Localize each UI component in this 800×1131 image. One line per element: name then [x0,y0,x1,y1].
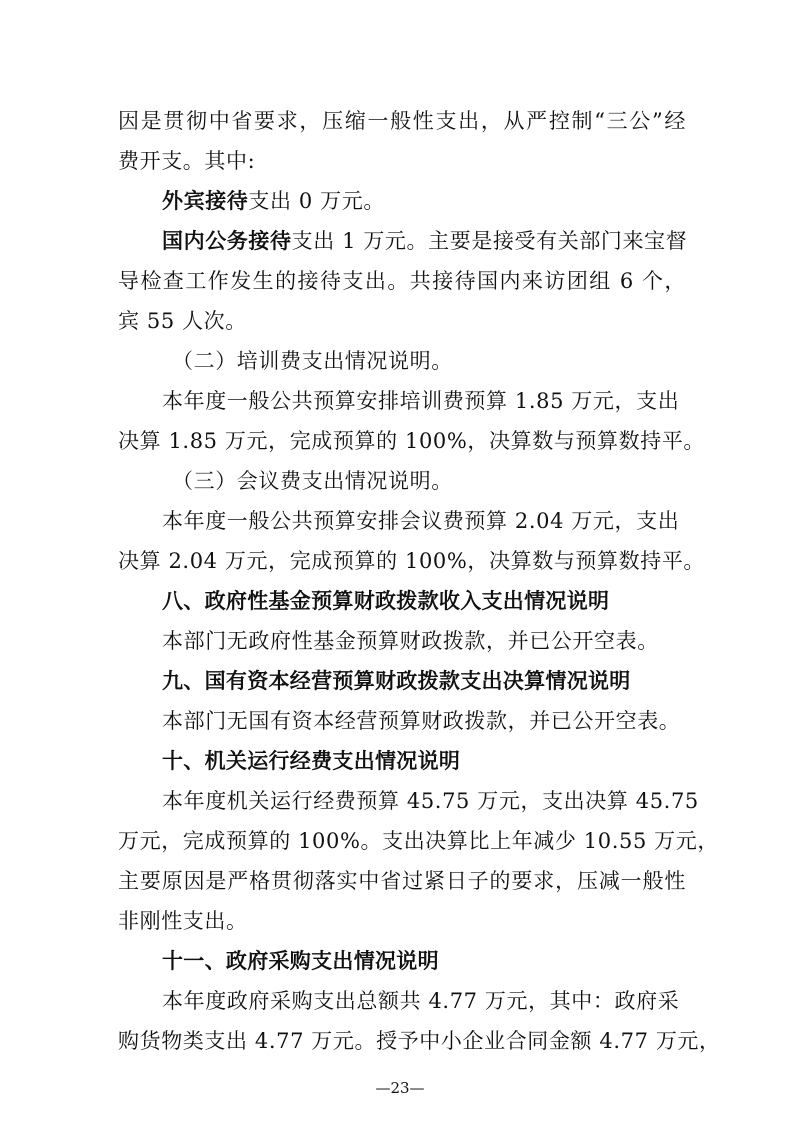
paragraph-line: 导检查工作发生的接待支出。共接待国内来访团组 6 个， [118,269,686,293]
paragraph-line: 本部门无国有资本经营预算财政拨款，并已公开空表。 [162,709,681,733]
paragraph-line-reception-domestic [162,226,687,256]
subheading-training: （二）培训费支出情况说明。 [172,349,453,373]
section-heading-8: 八、政府性基金预算财政拨款收入支出情况说明 [162,589,610,613]
paragraph-line-reception-foreign [162,186,385,216]
paragraph-line: 本部门无政府性基金预算财政拨款，并已公开空表。 [162,629,659,653]
paragraph-line: 因是贯彻中省要求，压缩一般性支出，从严控制“三公”经 [118,109,686,133]
paragraph-line: 非刚性支出。 [118,909,248,933]
paragraph-line: 本年度一般公共预算安排会议费预算 2.04 万元，支出 [162,509,680,533]
paragraph-line: 本年度一般公共预算安排培训费预算 1.85 万元，支出 [162,389,680,413]
subheading-meeting: （三）会议费支出情况说明。 [172,469,453,493]
paragraph-line: 本年度政府采购支出总额共 4.77 万元，其中：政府采 [162,989,680,1013]
paragraph-line: 主要原因是严格贯彻落实中省过紧日子的要求，压减一般性 [118,869,686,893]
paragraph-line: 费开支。其中: [118,149,256,173]
section-heading-10: 十、机关运行经费支出情况说明 [162,749,461,773]
paragraph-line: 决算 1.85 万元，完成预算的 100%，决算数与预算数持平。 [118,429,706,453]
paragraph-line: 决算 2.04 万元，完成预算的 100%，决算数与预算数持平。 [118,549,706,573]
section-heading-9: 九、国有资本经营预算财政拨款支出决算情况说明 [162,669,631,693]
paragraph-line: 宾 55 人次。 [118,309,247,333]
paragraph-text: 支出 0 万元。 [248,189,385,213]
bold-term-foreign-reception: 外宾接待 [162,189,249,213]
paragraph-line: 万元，完成预算的 100%。支出决算比上年减少 10.55 万元， [118,829,719,853]
paragraph-text: 支出 1 万元。主要是接受有关部门来宝督 [291,229,688,253]
paragraph-line: 购货物类支出 4.77 万元。授予中小企业合同金额 4.77 万元， [118,1029,721,1053]
paragraph-line: 本年度机关运行经费预算 45.75 万元，支出决算 45.75 [162,789,699,813]
section-heading-11: 十一、政府采购支出情况说明 [162,949,439,973]
page-number: —23— [375,1079,425,1097]
bold-term-domestic-reception: 国内公务接待 [162,229,292,253]
